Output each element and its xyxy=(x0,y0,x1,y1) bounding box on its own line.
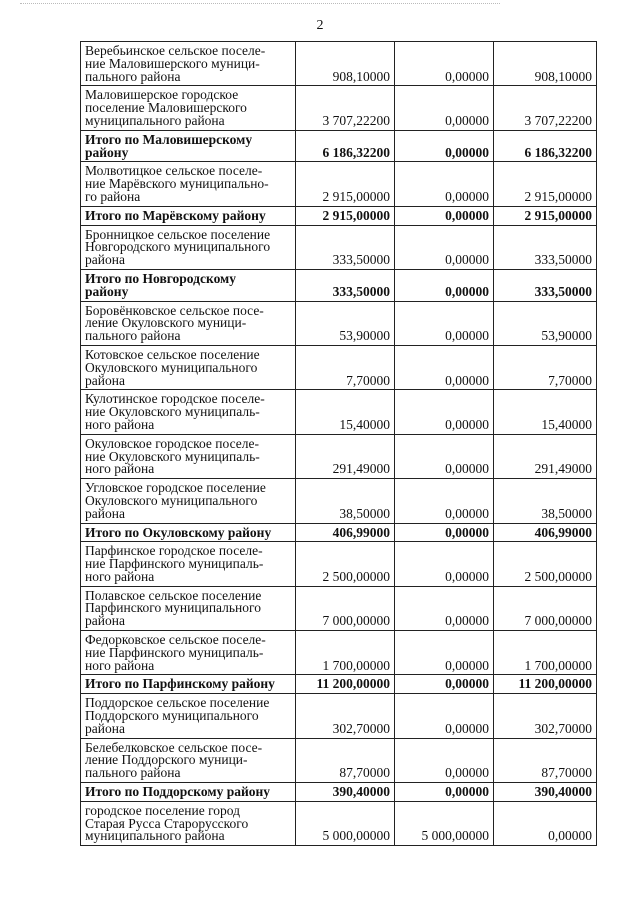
remaining-amount-cell: 291,49000 xyxy=(494,434,597,478)
table-row xyxy=(81,738,597,782)
remaining-amount-cell: 11 200,00000 xyxy=(494,675,597,694)
transferred-amount-cell: 0,00000 xyxy=(395,434,494,478)
settlement-name-cell: Итого по Маловишерскому району xyxy=(81,130,296,162)
table-body xyxy=(81,42,597,846)
remaining-amount-cell: 1 700,00000 xyxy=(494,631,597,675)
transferred-amount-cell: 0,00000 xyxy=(395,542,494,586)
settlement-name-cell: Котовское сельское поселение Окуловского муниципального района xyxy=(81,345,296,389)
transferred-amount-cell: 0,00000 xyxy=(395,631,494,675)
settlement-name-cell: Парфинское городское поселе- ние Парфинского муниципаль- ного района xyxy=(81,542,296,586)
transferred-amount-cell: 0,00000 xyxy=(395,738,494,782)
transferred-amount-cell: 0,00000 xyxy=(395,86,494,130)
remaining-amount-cell: 2 915,00000 xyxy=(494,162,597,206)
settlement-name-cell: Итого по Окуловскому району xyxy=(81,523,296,542)
remaining-amount-cell: 6 186,32200 xyxy=(494,130,597,162)
allocated-amount-cell: 15,40000 xyxy=(296,390,395,434)
allocated-amount-cell: 5 000,00000 xyxy=(296,801,395,845)
remaining-amount-cell: 333,50000 xyxy=(494,225,597,269)
table-row xyxy=(81,301,597,345)
allocated-amount-cell: 11 200,00000 xyxy=(296,675,395,694)
transferred-amount-cell: 0,00000 xyxy=(395,269,494,301)
settlement-name-cell: Окуловское городское поселе- ние Окуловского муниципаль- ного района xyxy=(81,434,296,478)
settlement-name-cell: Итого по Марёвскому району xyxy=(81,206,296,225)
transferred-amount-cell: 0,00000 xyxy=(395,225,494,269)
total-row xyxy=(81,206,597,225)
settlement-name-cell: Итого по Новгородскому району xyxy=(81,269,296,301)
remaining-amount-cell: 333,50000 xyxy=(494,269,597,301)
settlement-name-cell: городское поселение город Старая Русса Старорусского муниципального района xyxy=(81,801,296,845)
total-row xyxy=(81,269,597,301)
remaining-amount-cell: 302,70000 xyxy=(494,694,597,738)
settlement-name-cell: Маловишерское городское поселение Маловишерского муниципального района xyxy=(81,86,296,130)
transferred-amount-cell: 0,00000 xyxy=(395,130,494,162)
settlement-name-cell: Молвотицкое сельское поселе- ние Марёвского муниципально- го района xyxy=(81,162,296,206)
allocated-amount-cell: 7,70000 xyxy=(296,345,395,389)
settlement-name-cell: Белебелковское сельское посе- ление Поддорского муници- пального района xyxy=(81,738,296,782)
transferred-amount-cell: 0,00000 xyxy=(395,301,494,345)
table-row xyxy=(81,542,597,586)
remaining-amount-cell: 7,70000 xyxy=(494,345,597,389)
table-row xyxy=(81,42,597,86)
settlement-name-cell: Боровёнковское сельское посе- ление Окуловского муници- пального района xyxy=(81,301,296,345)
transferred-amount-cell: 0,00000 xyxy=(395,42,494,86)
transferred-amount-cell: 0,00000 xyxy=(395,162,494,206)
allocated-amount-cell: 908,10000 xyxy=(296,42,395,86)
allocated-amount-cell: 1 700,00000 xyxy=(296,631,395,675)
remaining-amount-cell: 2 915,00000 xyxy=(494,206,597,225)
settlement-name-cell: Поддорское сельское поселение Поддорского муниципального района xyxy=(81,694,296,738)
total-row xyxy=(81,130,597,162)
settlement-name-cell: Угловское городское поселение Окуловского муниципального района xyxy=(81,479,296,523)
settlement-name-cell: Бронницкое сельское поселение Новгородского муниципального района xyxy=(81,225,296,269)
transferred-amount-cell: 0,00000 xyxy=(395,206,494,225)
transferred-amount-cell: 0,00000 xyxy=(395,523,494,542)
transferred-amount-cell: 0,00000 xyxy=(395,479,494,523)
remaining-amount-cell: 908,10000 xyxy=(494,42,597,86)
table-row xyxy=(81,434,597,478)
allocated-amount-cell: 38,50000 xyxy=(296,479,395,523)
table-row xyxy=(81,225,597,269)
remaining-amount-cell: 0,00000 xyxy=(494,801,597,845)
remaining-amount-cell: 38,50000 xyxy=(494,479,597,523)
transferred-amount-cell: 0,00000 xyxy=(395,694,494,738)
transferred-amount-cell: 0,00000 xyxy=(395,390,494,434)
allocated-amount-cell: 7 000,00000 xyxy=(296,586,395,630)
table-row xyxy=(81,162,597,206)
table-row xyxy=(81,345,597,389)
allocated-amount-cell: 390,40000 xyxy=(296,783,395,802)
remaining-amount-cell: 390,40000 xyxy=(494,783,597,802)
allocated-amount-cell: 302,70000 xyxy=(296,694,395,738)
table-row xyxy=(81,631,597,675)
allocated-amount-cell: 2 915,00000 xyxy=(296,206,395,225)
allocated-amount-cell: 53,90000 xyxy=(296,301,395,345)
allocated-amount-cell: 6 186,32200 xyxy=(296,130,395,162)
settlement-name-cell: Федорковское сельское поселе- ние Парфинского муниципаль- ного района xyxy=(81,631,296,675)
allocated-amount-cell: 2 915,00000 xyxy=(296,162,395,206)
total-row xyxy=(81,523,597,542)
transferred-amount-cell: 0,00000 xyxy=(395,586,494,630)
allocated-amount-cell: 291,49000 xyxy=(296,434,395,478)
remaining-amount-cell: 3 707,22200 xyxy=(494,86,597,130)
transferred-amount-cell: 0,00000 xyxy=(395,675,494,694)
budget-table xyxy=(80,41,597,846)
remaining-amount-cell: 87,70000 xyxy=(494,738,597,782)
settlement-name-cell: Кулотинское городское поселе- ние Окуловского муниципаль- ного района xyxy=(81,390,296,434)
settlement-name-cell: Полавское сельское поселение Парфинского муниципального района xyxy=(81,586,296,630)
total-row xyxy=(81,783,597,802)
settlement-name-cell: Итого по Поддорскому району xyxy=(81,783,296,802)
table-row xyxy=(81,801,597,845)
transferred-amount-cell: 0,00000 xyxy=(395,345,494,389)
total-row xyxy=(81,675,597,694)
remaining-amount-cell: 7 000,00000 xyxy=(494,586,597,630)
remaining-amount-cell: 15,40000 xyxy=(494,390,597,434)
remaining-amount-cell: 2 500,00000 xyxy=(494,542,597,586)
table-row xyxy=(81,586,597,630)
table-row xyxy=(81,479,597,523)
settlement-name-cell: Веребьинское сельское поселе- ние Маловишерского муници- пального района xyxy=(81,42,296,86)
transferred-amount-cell: 5 000,00000 xyxy=(395,801,494,845)
allocated-amount-cell: 333,50000 xyxy=(296,269,395,301)
allocated-amount-cell: 406,99000 xyxy=(296,523,395,542)
allocated-amount-cell: 2 500,00000 xyxy=(296,542,395,586)
remaining-amount-cell: 53,90000 xyxy=(494,301,597,345)
table-row xyxy=(81,694,597,738)
allocated-amount-cell: 87,70000 xyxy=(296,738,395,782)
remaining-amount-cell: 406,99000 xyxy=(494,523,597,542)
transferred-amount-cell: 0,00000 xyxy=(395,783,494,802)
scan-artifact-line xyxy=(20,3,500,4)
page-number: 2 xyxy=(316,18,324,33)
settlement-name-cell: Итого по Парфинскому району xyxy=(81,675,296,694)
allocated-amount-cell: 333,50000 xyxy=(296,225,395,269)
table-row xyxy=(81,390,597,434)
allocated-amount-cell: 3 707,22200 xyxy=(296,86,395,130)
table-row xyxy=(81,86,597,130)
